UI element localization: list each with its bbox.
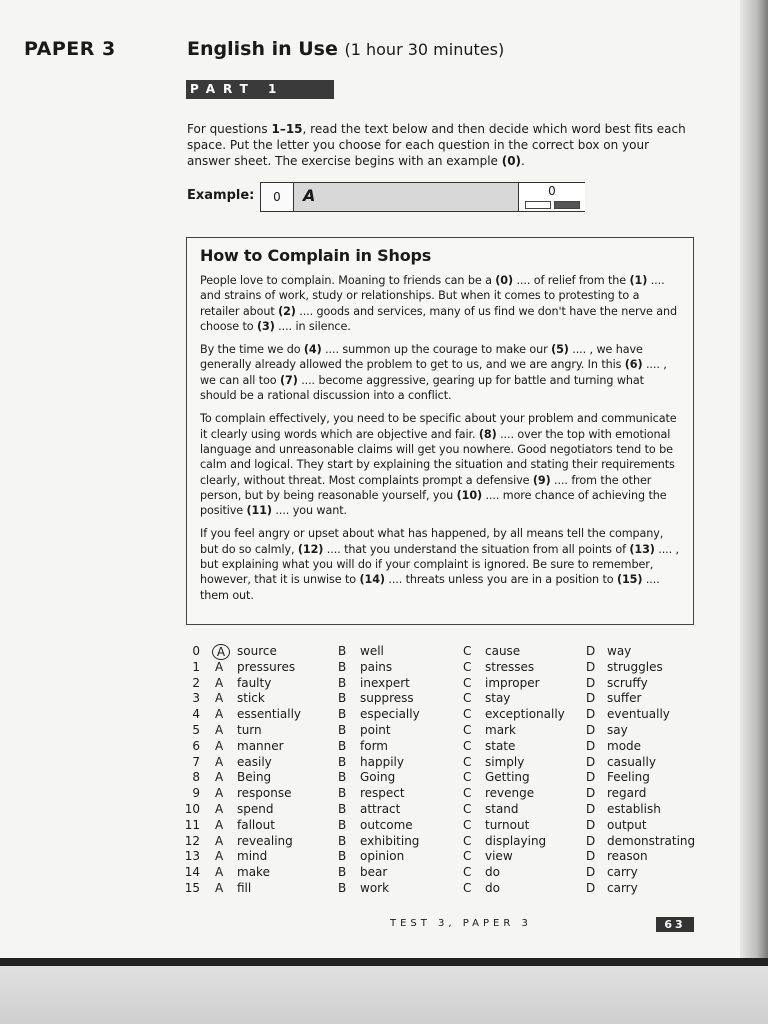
example-answer-number: 0 bbox=[548, 184, 556, 198]
option-letter-b: B bbox=[338, 659, 347, 674]
option-letter-d: D bbox=[586, 707, 596, 722]
option-row bbox=[180, 644, 700, 660]
option-c: do bbox=[485, 880, 500, 895]
option-letter-c: C bbox=[463, 722, 472, 737]
option-d: establish bbox=[607, 801, 661, 816]
option-letter-a: A bbox=[215, 754, 224, 769]
option-row bbox=[180, 676, 700, 692]
option-b: happily bbox=[360, 754, 404, 769]
option-c: exceptionally bbox=[485, 707, 565, 722]
option-letter-c: C bbox=[463, 833, 472, 848]
option-letter-b: B bbox=[338, 817, 347, 832]
option-row bbox=[180, 755, 700, 771]
option-c: stresses bbox=[485, 659, 535, 674]
option-a: spend bbox=[237, 801, 274, 816]
option-letter-d: D bbox=[586, 659, 596, 674]
option-c: mark bbox=[485, 722, 516, 737]
option-a: Being bbox=[237, 770, 272, 785]
option-letter-d: D bbox=[586, 722, 596, 737]
question-number: 10 bbox=[184, 801, 200, 816]
option-letter-c: C bbox=[463, 754, 472, 769]
option-d: suffer bbox=[607, 691, 642, 706]
option-b: attract bbox=[360, 801, 401, 816]
option-letter-b: B bbox=[338, 849, 347, 864]
footer-test-label: TEST 3, PAPER 3 bbox=[390, 918, 532, 929]
option-a: fallout bbox=[237, 817, 275, 832]
option-b: work bbox=[360, 880, 390, 895]
option-a: easily bbox=[237, 754, 272, 769]
option-b: bear bbox=[360, 865, 388, 880]
answer-box-filled bbox=[554, 201, 580, 209]
option-d: struggles bbox=[607, 659, 663, 674]
option-a: essentially bbox=[237, 707, 302, 722]
option-b: inexpert bbox=[360, 675, 410, 690]
option-c: displaying bbox=[485, 833, 547, 848]
question-number: 4 bbox=[192, 707, 200, 722]
option-letter-c: C bbox=[463, 738, 472, 753]
example-shading bbox=[294, 183, 518, 211]
option-b: opinion bbox=[360, 849, 405, 864]
option-row bbox=[180, 723, 700, 739]
option-letter-a: A bbox=[215, 833, 224, 848]
option-letter-d: D bbox=[586, 865, 596, 880]
option-letter-b: B bbox=[338, 675, 347, 690]
option-letter-a: A bbox=[215, 738, 224, 753]
option-d: mode bbox=[607, 738, 642, 753]
options-list bbox=[180, 644, 700, 897]
question-number: 12 bbox=[184, 833, 200, 848]
option-letter-d: D bbox=[586, 880, 596, 895]
option-c: simply bbox=[485, 754, 525, 769]
option-letter-d: D bbox=[586, 770, 596, 785]
option-b: respect bbox=[360, 786, 405, 801]
option-letter-c: C bbox=[463, 786, 472, 801]
option-d: output bbox=[607, 817, 647, 832]
option-letter-c: C bbox=[463, 801, 472, 816]
option-b: suppress bbox=[360, 691, 414, 706]
option-letter-c: C bbox=[463, 707, 472, 722]
paper-label: PAPER 3 bbox=[24, 38, 116, 60]
option-letter-a: A bbox=[215, 786, 224, 801]
option-row bbox=[180, 707, 700, 723]
option-b: especially bbox=[360, 707, 420, 722]
question-number: 13 bbox=[184, 849, 200, 864]
option-c: stand bbox=[485, 801, 519, 816]
option-letter-a: A bbox=[215, 691, 224, 706]
option-letter-a: A bbox=[215, 817, 224, 832]
option-row bbox=[180, 865, 700, 881]
text-paragraph: If you feel angry or upset about what has happened, by all means tell the company, but do so calmly, (12) .... that you understand the situation from all points of (13) .... , but explaining what you will do if your complaint is ignored. Be sure to remember, however, that it is unwise to (14) .... threats unless you are in a position to (15) .... them out. bbox=[200, 527, 679, 602]
option-letter-b: B bbox=[338, 801, 347, 816]
option-a: response bbox=[237, 786, 292, 801]
option-letter-b: B bbox=[338, 707, 347, 722]
option-letter-d: D bbox=[586, 644, 596, 658]
option-letter-c: C bbox=[463, 865, 472, 880]
option-letter-a: A bbox=[215, 675, 224, 690]
option-letter-a: A bbox=[215, 722, 224, 737]
option-letter-d: D bbox=[586, 738, 596, 753]
example-label: Example: bbox=[187, 188, 255, 203]
option-letter-c: C bbox=[463, 691, 472, 706]
option-c: turnout bbox=[485, 817, 530, 832]
example-box bbox=[260, 182, 585, 212]
option-letter-c: C bbox=[463, 659, 472, 674]
answer-box-empty bbox=[525, 201, 551, 209]
option-letter-a: A bbox=[215, 865, 224, 880]
option-letter-c: C bbox=[463, 675, 472, 690]
option-a: pressures bbox=[237, 659, 296, 674]
option-a: fill bbox=[237, 880, 252, 895]
option-letter-a: A bbox=[215, 880, 224, 895]
option-letter-a: A bbox=[215, 801, 224, 816]
option-letter-d: D bbox=[586, 801, 596, 816]
scanner-bed bbox=[0, 966, 768, 1024]
option-letter-d: D bbox=[586, 817, 596, 832]
question-number: 9 bbox=[192, 786, 200, 801]
option-letter-d: D bbox=[586, 754, 596, 769]
option-d: regard bbox=[607, 786, 647, 801]
question-number: 7 bbox=[192, 754, 200, 769]
option-letter-c: C bbox=[463, 644, 472, 658]
question-number: 1 bbox=[192, 659, 200, 674]
question-number: 11 bbox=[184, 817, 200, 832]
option-d: way bbox=[607, 644, 632, 658]
option-letter-a bbox=[215, 644, 230, 661]
option-a: turn bbox=[237, 722, 262, 737]
option-a: manner bbox=[237, 738, 284, 753]
page-number: 63 bbox=[656, 917, 694, 932]
option-letter-b: B bbox=[338, 738, 347, 753]
option-a: revealing bbox=[237, 833, 293, 848]
option-a: faulty bbox=[237, 675, 272, 690]
option-c: Getting bbox=[485, 770, 530, 785]
option-c: cause bbox=[485, 644, 521, 658]
option-letter-d: D bbox=[586, 833, 596, 848]
option-d: casually bbox=[607, 754, 656, 769]
option-letter-b: B bbox=[338, 770, 347, 785]
text-paragraph: People love to complain. Moaning to friends can be a (0) .... of relief from the (1) .... and strains of work, study or relationships. But when it comes to protesting to a retailer about (2) .... goods and services, many of us find we don't have the nerve and choose to (3) .... in silence. bbox=[200, 274, 678, 333]
option-row bbox=[180, 802, 700, 818]
text-paragraph: By the time we do (4) .... summon up the courage to make our (5) .... , we have generally already allowed the problem to get to us, and we are angry. In this (6) .... , we can all too (7) .... become aggressive, gearing up for battle and turning what should be a rational discussion into a conflict. bbox=[200, 343, 667, 403]
option-d: carry bbox=[607, 865, 638, 880]
example-answer-grid bbox=[518, 183, 585, 211]
option-c: improper bbox=[485, 675, 540, 690]
option-b: pains bbox=[360, 659, 393, 674]
option-a: source bbox=[237, 644, 277, 658]
option-letter-b: B bbox=[338, 691, 347, 706]
option-letter-b: B bbox=[338, 644, 347, 658]
option-b: Going bbox=[360, 770, 396, 785]
option-row bbox=[180, 770, 700, 786]
example-number: 0 bbox=[261, 183, 294, 211]
option-d: demonstrating bbox=[607, 833, 696, 848]
option-letter-d: D bbox=[586, 849, 596, 864]
option-c: do bbox=[485, 865, 500, 880]
page-title bbox=[187, 38, 504, 60]
option-letter-a: A bbox=[215, 659, 224, 674]
question-number: 3 bbox=[192, 691, 200, 706]
book-spine bbox=[740, 0, 768, 958]
option-letter-c: C bbox=[463, 880, 472, 895]
option-row bbox=[180, 786, 700, 802]
reading-text-box bbox=[186, 237, 694, 625]
option-letter-a: A bbox=[215, 770, 224, 785]
title-duration: (1 hour 30 minutes) bbox=[344, 40, 505, 59]
option-letter-b: B bbox=[338, 786, 347, 801]
option-letter-c: C bbox=[463, 849, 472, 864]
scanner-edge bbox=[0, 958, 768, 966]
option-d: scruffy bbox=[607, 675, 648, 690]
question-number: 6 bbox=[192, 738, 200, 753]
option-d: say bbox=[607, 722, 628, 737]
option-letter-b: B bbox=[338, 865, 347, 880]
option-row bbox=[180, 691, 700, 707]
option-letter-d: D bbox=[586, 675, 596, 690]
question-number: 14 bbox=[184, 865, 200, 880]
option-letter-c: C bbox=[463, 770, 472, 785]
option-letter-b: B bbox=[338, 754, 347, 769]
instructions: For questions 1–15, read the text below and then decide which word best fits each space. Put the letter you choose for each question in the correct box on your answer sheet. The exercise begins with an example (0). bbox=[187, 122, 686, 168]
part-badge: PART 1 bbox=[186, 80, 334, 99]
option-c: stay bbox=[485, 691, 511, 706]
option-row bbox=[180, 660, 700, 676]
question-number: 2 bbox=[192, 675, 200, 690]
option-row bbox=[180, 849, 700, 865]
option-row bbox=[180, 881, 700, 897]
option-d: Feeling bbox=[607, 770, 650, 785]
option-b: form bbox=[360, 738, 388, 753]
question-number: 5 bbox=[192, 722, 200, 737]
question-number: 15 bbox=[184, 880, 200, 895]
title-text: English in Use bbox=[187, 38, 338, 60]
option-b: point bbox=[360, 722, 391, 737]
option-row bbox=[180, 739, 700, 755]
option-d: reason bbox=[607, 849, 648, 864]
option-letter-b: B bbox=[338, 880, 347, 895]
option-b: outcome bbox=[360, 817, 413, 832]
example-circled-answer: A bbox=[212, 644, 230, 660]
option-row bbox=[180, 818, 700, 834]
text-title: How to Complain in Shops bbox=[200, 246, 432, 265]
question-number: 0 bbox=[192, 644, 200, 658]
option-b: exhibiting bbox=[360, 833, 420, 848]
option-row bbox=[180, 834, 700, 850]
option-letter-b: B bbox=[338, 833, 347, 848]
option-letter-b: B bbox=[338, 722, 347, 737]
option-a: stick bbox=[237, 691, 265, 706]
option-b: well bbox=[360, 644, 384, 658]
text-paragraphs bbox=[200, 273, 680, 603]
option-letter-d: D bbox=[586, 786, 596, 801]
text-paragraph: To complain effectively, you need to be specific about your problem and communicate it clearly using words which are objective and fair. (8) .... over the top with emotional language and unreasonable claims will get you nowhere. Good negotiators tend to be calm and logical. They start by explaining the situation and stating their requirements clearly, without threat. Most complaints prompt a defensive (9) .... from the other person, but by being reasonable yourself, you (10) .... more chance of achieving the positive (11) .... you want. bbox=[200, 412, 677, 518]
option-a: mind bbox=[237, 849, 268, 864]
option-letter-d: D bbox=[586, 691, 596, 706]
option-letter-a: A bbox=[215, 849, 224, 864]
option-letter-a: A bbox=[215, 707, 224, 722]
option-c: state bbox=[485, 738, 516, 753]
example-answer: A bbox=[303, 186, 316, 205]
question-number: 8 bbox=[192, 770, 200, 785]
option-letter-c: C bbox=[463, 817, 472, 832]
option-d: eventually bbox=[607, 707, 670, 722]
option-d: carry bbox=[607, 880, 638, 895]
option-c: view bbox=[485, 849, 513, 864]
option-a: make bbox=[237, 865, 270, 880]
option-c: revenge bbox=[485, 786, 535, 801]
